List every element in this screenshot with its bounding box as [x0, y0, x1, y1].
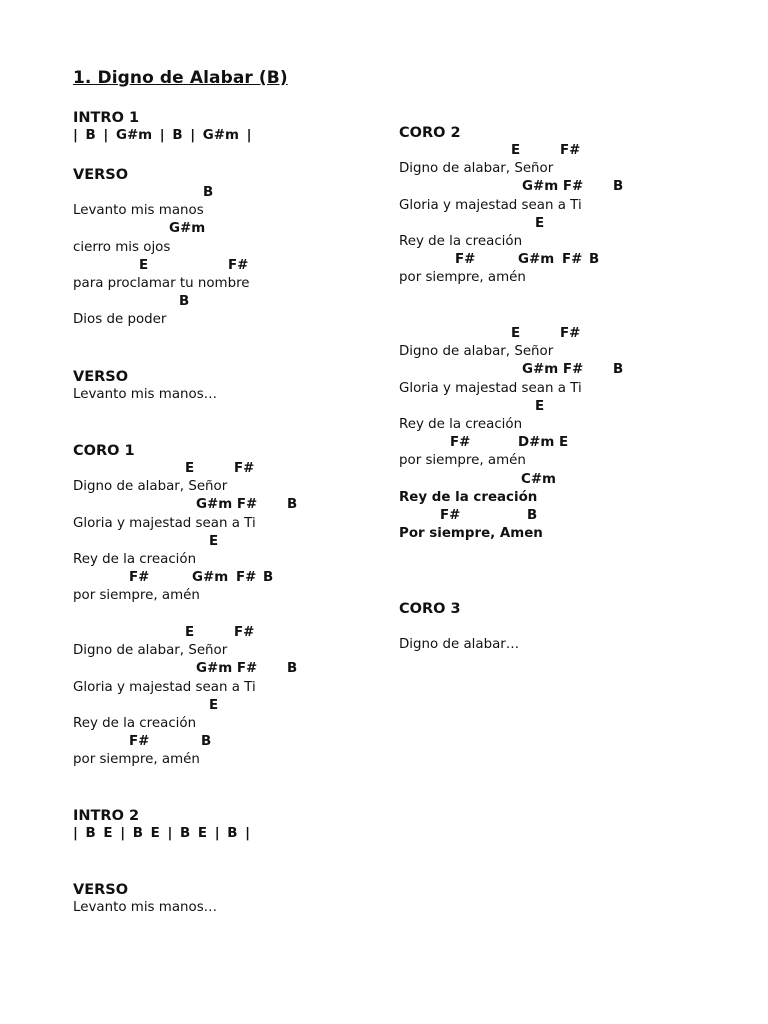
- chord: E: [209, 697, 219, 713]
- section-heading: INTRO 2: [73, 808, 140, 824]
- chord-line: [399, 325, 582, 343]
- chord-line: [73, 220, 250, 238]
- chord-line: [399, 471, 582, 489]
- lyric-line: para proclamar tu nombre: [73, 275, 250, 291]
- lyric-line: por siempre, amén: [73, 752, 200, 768]
- lyric-line: Dios de poder: [73, 312, 167, 328]
- section-heading: CORO 3: [399, 601, 461, 617]
- chord: G#m: [518, 252, 555, 268]
- lyric-line: Digno de alabar, Señor: [73, 643, 228, 659]
- chord-line: [73, 257, 250, 275]
- chord: G#m: [169, 221, 206, 237]
- chord-line: [73, 733, 256, 751]
- chord-line: [399, 398, 582, 416]
- lyric-line: por siempre, amén: [399, 270, 526, 286]
- coro-1-repeat: [73, 624, 298, 770]
- chord-line: [73, 293, 250, 311]
- section-heading: VERSO: [73, 882, 129, 898]
- chord-line: [399, 434, 582, 452]
- verso-3-section: [73, 881, 217, 917]
- lyric-line: Rey de la creación: [73, 551, 197, 567]
- chord-line: [73, 533, 256, 551]
- intro-2-section: [73, 807, 250, 843]
- lyric-line: por siempre, amén: [73, 588, 200, 604]
- verso-2-section: [73, 368, 217, 404]
- chord: F#: [560, 143, 581, 158]
- lyric-line: Por siempre, Amen: [399, 526, 543, 542]
- section-heading: VERSO: [73, 369, 129, 385]
- section-heading: INTRO 1: [73, 110, 140, 126]
- chord: E: [185, 461, 195, 476]
- chord: G#m: [192, 570, 229, 586]
- lyric-line: Rey de la creación: [399, 233, 523, 249]
- lyric-line: por siempre, amén: [399, 453, 526, 469]
- chord: F#: [236, 570, 257, 586]
- chord: B: [287, 497, 298, 513]
- song-title: 1. Digno de Alabar (B): [73, 68, 288, 88]
- chord-line: [73, 697, 256, 715]
- chord-line: [73, 496, 298, 514]
- lyric-line: Digno de alabar…: [399, 637, 520, 652]
- section-heading: CORO 1: [73, 443, 135, 459]
- chord-line: [399, 215, 582, 233]
- intro-1-section: [73, 109, 252, 145]
- chord: G#m F#: [522, 179, 584, 195]
- section-heading: VERSO: [73, 167, 129, 183]
- lyric-line: Levanto mis manos…: [73, 387, 218, 402]
- chord-line: [73, 569, 274, 587]
- lyric-line: Digno de alabar, Señor: [399, 344, 554, 360]
- chord: G#m F#: [196, 661, 258, 677]
- chord: B: [589, 252, 600, 268]
- coro-3-section: [399, 600, 519, 654]
- verso-1-section: [73, 166, 250, 330]
- chord: E: [535, 215, 545, 231]
- chord: F#: [450, 435, 471, 451]
- chord: F#: [560, 326, 581, 341]
- chord-progression: | B | G#m | B | G#m |: [73, 128, 252, 143]
- lyric-line: Rey de la creación: [399, 416, 523, 432]
- chord: F#: [455, 252, 476, 268]
- chord-line: [399, 178, 624, 196]
- chord-line: [399, 361, 624, 379]
- chord: E: [535, 398, 545, 414]
- chord: G#m F#: [522, 362, 584, 378]
- lyric-line: Digno de alabar, Señor: [73, 479, 228, 495]
- lyric-line: Gloria y majestad sean a Ti: [73, 679, 256, 695]
- chord: F#: [228, 257, 249, 273]
- chord-progression: | B E | B E | B E | B |: [73, 826, 251, 841]
- coro-2-section: [399, 124, 624, 288]
- chord: E: [511, 143, 521, 158]
- chord: G#m F#: [196, 497, 258, 513]
- chord: E: [185, 625, 195, 640]
- chord-line: [399, 142, 582, 160]
- chord: B: [613, 179, 624, 195]
- chord-line: [73, 184, 250, 202]
- chord: B: [287, 661, 298, 677]
- section-heading: CORO 2: [399, 125, 461, 141]
- chord-line: [73, 660, 298, 678]
- lyric-line: cierro mis ojos: [73, 239, 171, 255]
- lyric-line: Digno de alabar, Señor: [399, 161, 554, 177]
- chord: F#: [129, 570, 150, 586]
- lyric-line: Gloria y majestad sean a Ti: [399, 380, 582, 396]
- chord: B: [263, 570, 274, 586]
- chord: E: [511, 326, 521, 341]
- chord: D#m E: [518, 435, 569, 451]
- chord: E: [139, 257, 149, 273]
- chord: B: [613, 362, 624, 378]
- chord-line: [399, 507, 582, 525]
- chord-line: [73, 460, 256, 478]
- lyric-line: Levanto mis manos…: [73, 900, 218, 915]
- chord-line: [399, 251, 600, 269]
- lyric-line: Rey de la creación: [399, 489, 538, 505]
- chord: F#: [129, 734, 150, 750]
- coro-2-repeat: [399, 325, 624, 543]
- chord: B: [179, 294, 190, 310]
- chord: B: [527, 507, 538, 523]
- chord: C#m: [521, 471, 557, 487]
- chord: B: [201, 734, 212, 750]
- lyric-line: Gloria y majestad sean a Ti: [73, 515, 256, 531]
- chord: F#: [234, 625, 255, 640]
- coro-1-section: [73, 442, 298, 606]
- chord: B: [203, 185, 214, 200]
- lyric-line: Rey de la creación: [73, 715, 197, 731]
- lyric-line: Gloria y majestad sean a Ti: [399, 197, 582, 213]
- chord: F#: [562, 252, 583, 268]
- chord: F#: [234, 461, 255, 476]
- chord: F#: [440, 507, 461, 523]
- lyric-line: Levanto mis manos: [73, 203, 204, 219]
- chord: E: [209, 533, 219, 549]
- chord-line: [73, 624, 256, 642]
